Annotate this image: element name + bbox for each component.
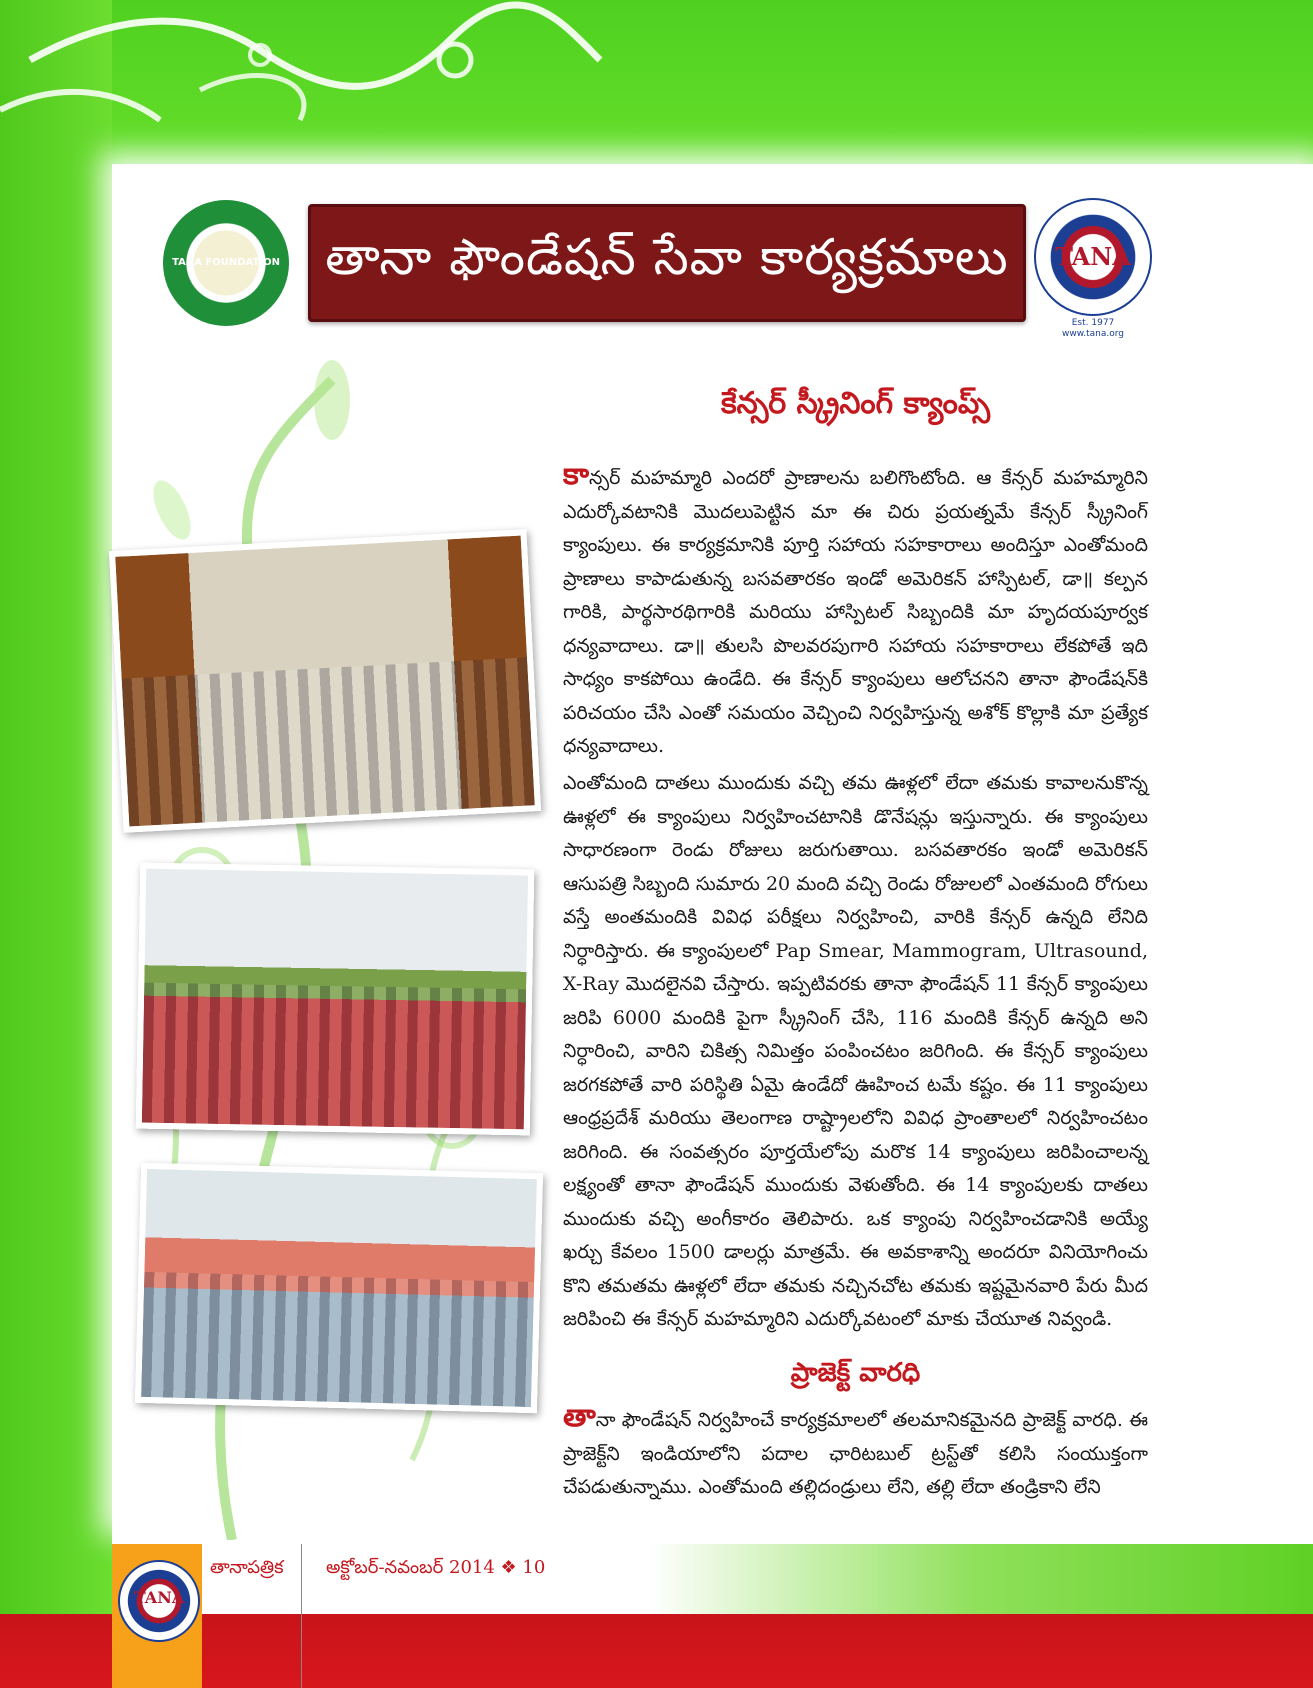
footer-publication-name: తానాపత్రిక [210, 1557, 284, 1578]
photo-inauguration [109, 529, 541, 832]
cancer-screening-paragraph-2: ఎంతోమంది దాతలు ముందుకు వచ్చి తమ ఊళ్లలో లేదా తమకు కావాలనుకొన్న ఊళ్లలో ఈ క్యాంపులు నిర్వహించటానికి డొనేషన్లు ఇస్తున్నారు. ఈ క్యాంపులు సాధారణంగా రెండు రోజులు జరుగుతాయి. బసవతారకం ఇండో అమెరికన్ ఆసుపత్రి సిబ్బంది సుమారు 20 మంది వచ్చి రెండు రోజులలో ఎంతమంది రోగులు వస్తే అంతమందికి వివిధ పరీక్షలు నిర్వహించి, వారికి కేన్సర్ ఉన్నది లేనిది నిర్ధారిస్తారు. ఈ క్యాంపులలో Pap Smear, Mammogram, Ultrasound, X-Ray మొదలైనవి చేస్తారు. ఇప్పటివరకు తానా ఫౌండేషన్ 11 కేన్సర్ క్యాంపులు జరిపి 6000 మందికి పైగా స్క్రీనింగ్ చేసి, 116 మందికి కేన్సర్ ఉన్నది అని నిర్ధారించి, వారిని చికిత్స నిమిత్తం పంపించటం జరిగింది. ఈ కేన్సర్ క్యాంపులు జరగకపోతే వారి పరిస్థితి ఏమై ఉండేదో ఊహించ టమే కష్టం. ఈ 11 క్యాంపులు ఆంధ్రప్రదేశ్ మరియు తెలంగాణ రాష్ట్రాలలోని వివిధ ప్రాంతాలలో నిర్వహించటం జరిగింది. ఈ సంవత్సరం పూర్తయేలోపు మరొక 14 క్యాంపులు జరిపించాలన్న లక్ష్యంతో తానా ఫౌండేషన్ ముందుకు వెళుతోంది. ఈ 14 క్యాంపులకు దాతలు ముందుకు వచ్చి అంగీకారం తెలిపారు. ఒక క్యాంపు నిర్వహించడానికి అయ్యే ఖర్చు కేవలం 1500 డాలర్లు మాత్రమే. ఈ అవకాశాన్ని అందరూ వినియోగించు కొని తమతమ ఊళ్లలో లేదా తమకు నచ్చినచోట తమకు ఇష్టమైనవారి పేరు మీద జరిపించి ఈ కేన్సర్ మహమ్మారిని ఎదుర్కోవటంలో మాకు చేయూత నివ్వండి. [563, 772, 1148, 1330]
tana-logo [1034, 198, 1152, 316]
tana-logo-text: TANA [1055, 242, 1131, 271]
footer-tana-logo [118, 1560, 200, 1642]
cancer-screening-paragraph-1 [563, 458, 1148, 764]
paragraph-text: న్సర్ మహమ్మారి ఎందరో ప్రాణాలను బలిగొంటోంది. ఆ కేన్సర్ మహమ్మారిని ఎదుర్కోవటానికి మొదలుపెట్టిన మా ఈ చిరు ప్రయత్నమే కేన్సర్ స్క్రీనింగ్ క్యాంపులు. ఈ కార్యక్రమానికి పూర్తి సహాయ సహకారాలు అందిస్తూ ఎంతోమంది ప్రాణాలు కాపాడుతున్న బసవతారకం ఇండో అమెరికన్ హాస్పిటల్, డా॥ కల్పన గారికి, పార్థసారథిగారికి మరియు హాస్పిటల్ సిబ్బందికి మా హృదయపూర్వక ధన్యవాదాలు. డా॥ తులసి పొలవరపుగారి సహాయ సహకారాలు లేకపోతే ఇది సాధ్యం కాకపోయి ఉండేది. ఈ కేన్సర్ క్యాంపులు ఆలోచనని తానా ఫౌండేషన్‌కి పరిచయం చేసి ఎంతో సమయం వెచ్చించి నిర్వహిస్తున్న అశోక్ కొల్లాకి మా ప్రత్యేక ధన్యవాదాలు. [563, 467, 1148, 757]
tana-foundation-logo [163, 200, 289, 326]
section-heading-cancer-screening: కేన్సర్ స్క్రీనింగ్ క్యాంప్స్ [720, 386, 991, 421]
photo-people-overlay [122, 657, 535, 827]
photo-camp-crowd [136, 863, 535, 1136]
page-title: తానా ఫౌండేషన్ సేవా కార్యక్రమాలు [325, 227, 1009, 286]
photo-people-overlay [142, 983, 526, 1129]
footer-issue-page: అక్టోబర్-నవంబర్ 2014 ❖ 10 [326, 1557, 546, 1578]
decorative-swirl [0, 0, 620, 160]
footer-divider [301, 1544, 302, 1688]
title-banner [308, 204, 1026, 322]
paragraph-text: నా ఫౌండేషన్ నిర్వహించే కార్యక్రమాలలో తలమానికమైనది ప్రాజెక్ట్ వారధి. ఈ ప్రాజెక్ట్‌ని ఇండియాలోని పదాల ఛారిటబుల్ ట్రస్ట్‌తో కలిసి సంయుక్తంగా చేపడుతున్నాము. ఎంతోమంది తల్లిదండ్రులు లేని, తల్లి లేదా తండ్రికాని లేని [563, 1409, 1148, 1498]
project-varadhi-paragraph-1 [563, 1400, 1148, 1505]
tana-logo-caption: Est. 1977 www.tana.org [1061, 318, 1124, 339]
drop-cap: తా [563, 1399, 596, 1434]
drop-cap: కా [563, 457, 590, 492]
section-heading-project-varadhi: ప్రాజెక్ట్ వారధి [790, 1358, 921, 1388]
photo-camp-staff-group [135, 1163, 543, 1413]
tana-foundation-logo-text: TANA FOUNDATION [172, 257, 280, 268]
footer-logo-text: TANA [133, 1588, 185, 1607]
photo-people-overlay [141, 1272, 534, 1408]
left-green-background [0, 0, 112, 1688]
